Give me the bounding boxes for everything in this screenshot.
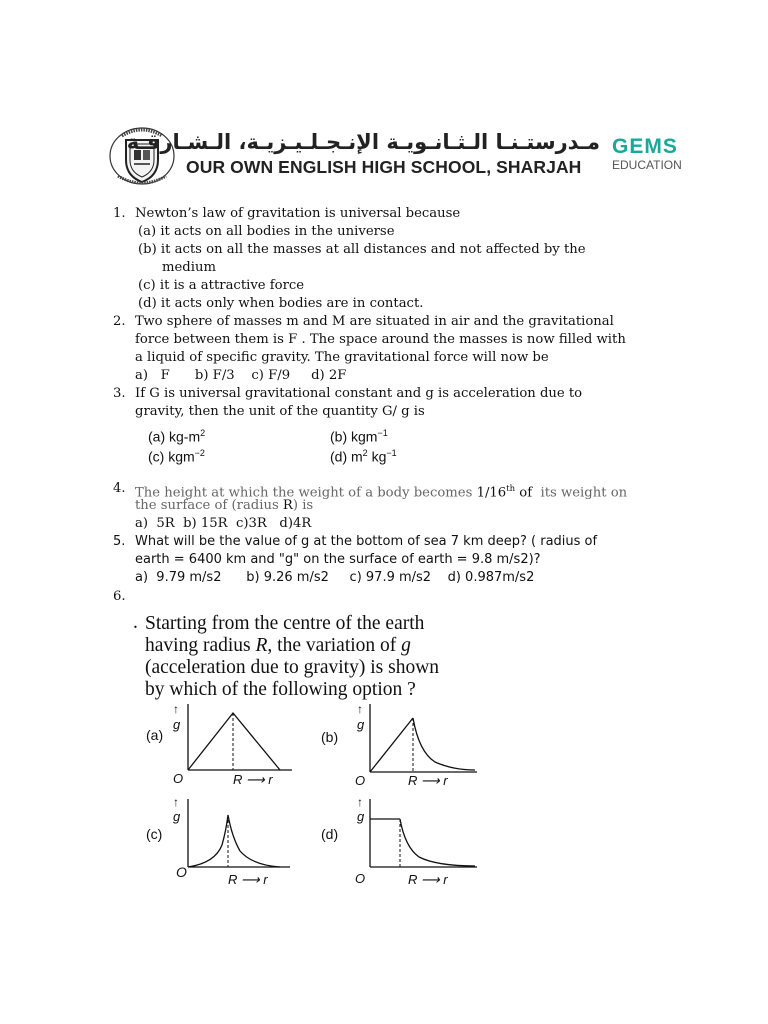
q5-options: a) 9.79 m/s2 b) 9.26 m/s2 c) 97.9 m/s2 d) 0.987m/s2 xyxy=(135,570,535,585)
graph-d-arrow-icon: ↑ xyxy=(357,795,363,809)
q3-option-b: (b) kgm$^{-1}$ xyxy=(330,428,388,445)
graph-b-decay xyxy=(413,718,475,770)
graph-a-curve xyxy=(188,713,280,770)
graph-a-arrow-icon: ↑ xyxy=(173,702,179,716)
q6-line3: (acceleration due to gravity) is shown xyxy=(145,657,440,678)
q5-line1: What will be the value of g at the bottom of sea 7 km deep? ( radius of xyxy=(135,534,598,549)
graph-a-x-label: R ⟶ r xyxy=(233,772,273,787)
q6-number: 6. xyxy=(113,589,126,604)
graph-d-plot xyxy=(315,795,485,890)
graph-d-x-label: R ⟶ r xyxy=(408,872,448,887)
q2-line2: force between them is F . The space around the masses is now filled with xyxy=(135,332,626,347)
q3-option-a: (a) $kg-m^2$ xyxy=(148,428,206,445)
graph-option-b xyxy=(315,700,485,790)
graph-d-origin: O xyxy=(355,871,366,886)
gems-logo-sub: EDUCATION xyxy=(612,158,682,172)
q5-line2: earth = 6400 km and "g" on the surface of earth = 9.8 m/s2)? xyxy=(135,552,541,567)
graph-b-arrow-icon: ↑ xyxy=(357,702,363,716)
graph-b-label: (b) xyxy=(321,729,339,745)
graph-d-label: (d) xyxy=(321,826,339,842)
graph-a-axis-y: g xyxy=(173,717,181,732)
graph-option-a xyxy=(140,700,300,790)
school-name-arabic: مـدرستـنـا الـثـانـويـة الإنـجـلـيـزيـة، الـشـارقـة xyxy=(126,130,600,154)
q1-text: Newton’s law of gravitation is universal because xyxy=(135,206,461,221)
graph-b-linear xyxy=(370,718,413,772)
q2-number: 2. xyxy=(113,314,126,329)
q1-option-d: (d) it acts only when bodies are in contact. xyxy=(138,296,424,311)
graph-c-fall xyxy=(228,815,280,867)
q3-line1: If G is universal gravitational constant and g is acceleration due to xyxy=(135,386,583,401)
q2-options: a) F b) F/3 c) F/9 d) 2F xyxy=(135,368,347,383)
q6-line4: by which of the following option ? xyxy=(145,679,416,700)
graph-d-decay xyxy=(400,819,475,866)
school-name: OUR OWN ENGLISH HIGH SCHOOL, SHARJAH xyxy=(186,157,582,177)
graph-c-rise xyxy=(188,815,228,867)
q6-line1: Starting from the centre of the earth xyxy=(145,613,425,634)
graph-a-origin: O xyxy=(173,771,184,786)
graph-option-c xyxy=(140,795,300,890)
graph-b-plot xyxy=(315,700,485,790)
graph-c-x-label: R ⟶ r xyxy=(228,872,268,887)
q6-dot: . xyxy=(133,612,138,633)
q1-option-b-line2: medium xyxy=(162,260,216,275)
graph-c-plot xyxy=(140,795,300,890)
graph-b-origin: O xyxy=(355,773,366,788)
q1-option-c: (c) it is a attractive force xyxy=(138,278,305,293)
q2-line1: Two sphere of masses m and M are situated in air and the gravitational xyxy=(135,314,614,329)
q4-line2: the surface of (radius R) is xyxy=(135,498,314,513)
gems-logo xyxy=(612,136,698,172)
q6-line2: having radius R, the variation of g xyxy=(145,635,411,656)
q3-line2: gravity, then the unit of the quantity G/ g is xyxy=(135,404,425,419)
graph-c-axis-y: g xyxy=(173,809,181,824)
graph-c-label: (c) xyxy=(146,826,163,842)
graph-b-x-label: R ⟶ r xyxy=(408,773,448,788)
q1-number: 1. xyxy=(113,206,126,221)
graph-option-d xyxy=(315,795,485,890)
q1-option-b-line1: (b) it acts on all the masses at all distances and not affected by the xyxy=(138,242,586,257)
q3-option-c: (c) kgm$^{-2}$ xyxy=(148,448,205,465)
q2-line3: a liquid of specific gravity. The gravitational force will now be xyxy=(135,350,549,365)
q1-option-a: (a) it acts on all bodies in the universe xyxy=(138,224,395,239)
graph-c-arrow-icon: ↑ xyxy=(173,795,179,809)
q4-options: a) 5R b) 15R c)3R d)4R xyxy=(135,516,312,531)
graph-a-plot xyxy=(140,700,300,790)
q3-option-d: (d) $m^2$ $kg^{-1}$ xyxy=(330,448,397,465)
graph-d-axis-y: g xyxy=(357,809,365,824)
graph-a-label: (a) xyxy=(146,727,164,743)
q5-number: 5. xyxy=(113,534,126,549)
gems-logo-brand: GEMS xyxy=(612,135,678,158)
q3-number: 3. xyxy=(113,386,126,401)
q4-line1: The height at which the weight of a body becomes 1/16th of its weight on xyxy=(135,484,628,501)
graph-b-axis-y: g xyxy=(357,717,365,732)
q4-number: 4. xyxy=(113,481,126,496)
graph-c-origin: O xyxy=(176,864,187,880)
header xyxy=(108,124,698,190)
